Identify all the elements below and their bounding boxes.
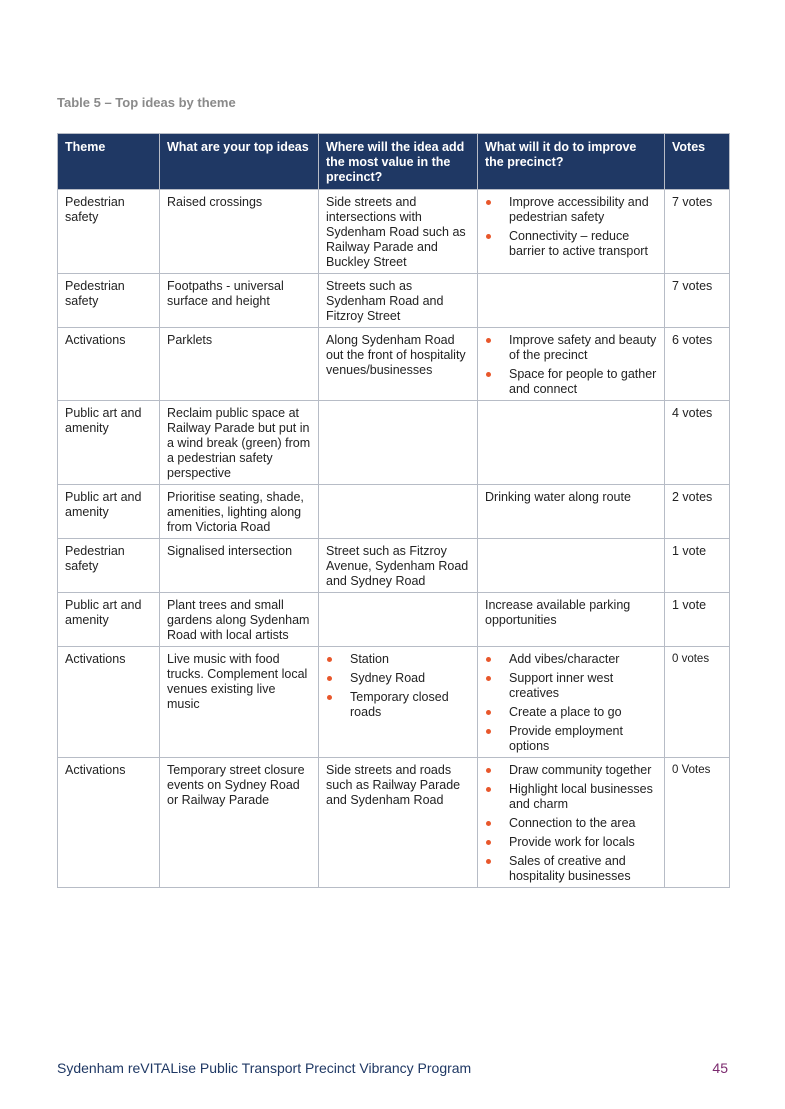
table-header-row [58, 134, 730, 190]
cell-votes: 0 votes [665, 647, 730, 758]
list-item: Highlight local businesses and charm [485, 782, 657, 812]
cell-idea: Parklets [160, 328, 319, 401]
cell-improve: Increase available parking opportunities [478, 593, 665, 647]
cell-theme: Public art and amenity [58, 593, 160, 647]
cell-improve [478, 274, 665, 328]
cell-where [319, 485, 478, 539]
table-row [58, 647, 730, 758]
list-item: Improve safety and beauty of the precinct [485, 333, 657, 363]
cell-improve [478, 647, 665, 758]
list-item: Provide employment options [485, 724, 657, 754]
footer-title: Sydenham reVITALise Public Transport Precinct Vibrancy Program [57, 1060, 472, 1076]
table-row [58, 401, 730, 485]
cell-where [319, 593, 478, 647]
list-item: Temporary closed roads [326, 690, 470, 720]
header-improve: What will it do to improve the precinct? [478, 134, 665, 190]
list-item: Support inner west creatives [485, 671, 657, 701]
cell-votes: 1 vote [665, 593, 730, 647]
bullet-list [326, 652, 470, 720]
cell-where: Side streets and roads such as Railway Parade and Sydenham Road [319, 758, 478, 888]
cell-improve [478, 401, 665, 485]
cell-idea: Plant trees and small gardens along Sydenham Road with local artists [160, 593, 319, 647]
list-item: Sales of creative and hospitality businesses [485, 854, 657, 884]
cell-votes: 7 votes [665, 274, 730, 328]
bullet-list [485, 652, 657, 754]
table-row [58, 539, 730, 593]
cell-votes: 2 votes [665, 485, 730, 539]
cell-theme: Public art and amenity [58, 485, 160, 539]
table-row [58, 274, 730, 328]
cell-votes: 7 votes [665, 190, 730, 274]
table-row [58, 190, 730, 274]
cell-where [319, 647, 478, 758]
list-item: Connectivity – reduce barrier to active transport [485, 229, 657, 259]
table-row [58, 328, 730, 401]
bullet-list [485, 763, 657, 884]
cell-improve [478, 328, 665, 401]
table-body [58, 190, 730, 888]
cell-votes: 1 vote [665, 539, 730, 593]
header-theme: Theme [58, 134, 160, 190]
cell-improve [478, 539, 665, 593]
list-item: Improve accessibility and pedestrian safety [485, 195, 657, 225]
table-caption: Table 5 – Top ideas by theme [57, 95, 236, 110]
bullet-list [485, 195, 657, 259]
cell-idea: Live music with food trucks. Complement local venues existing live music [160, 647, 319, 758]
list-item: Provide work for locals [485, 835, 657, 850]
cell-idea: Reclaim public space at Railway Parade but put in a wind break (green) from a pedestrian safety perspective [160, 401, 319, 485]
page-number: 45 [712, 1060, 728, 1076]
list-item: Create a place to go [485, 705, 657, 720]
cell-idea: Raised crossings [160, 190, 319, 274]
cell-theme: Activations [58, 647, 160, 758]
cell-theme: Activations [58, 758, 160, 888]
cell-theme: Public art and amenity [58, 401, 160, 485]
bullet-list [485, 333, 657, 397]
cell-improve [478, 758, 665, 888]
cell-idea: Prioritise seating, shade, amenities, lighting along from Victoria Road [160, 485, 319, 539]
list-item: Station [326, 652, 470, 667]
list-item: Draw community together [485, 763, 657, 778]
cell-theme: Pedestrian safety [58, 539, 160, 593]
cell-improve [478, 190, 665, 274]
list-item: Space for people to gather and connect [485, 367, 657, 397]
header-where: Where will the idea add the most value in the precinct? [319, 134, 478, 190]
cell-where [319, 401, 478, 485]
cell-theme: Pedestrian safety [58, 274, 160, 328]
cell-where: Along Sydenham Road out the front of hospitality venues/businesses [319, 328, 478, 401]
cell-idea: Footpaths - universal surface and height [160, 274, 319, 328]
cell-votes: 0 Votes [665, 758, 730, 888]
cell-theme: Pedestrian safety [58, 190, 160, 274]
table-row [58, 758, 730, 888]
cell-where: Side streets and intersections with Sydenham Road such as Railway Parade and Buckley Street [319, 190, 478, 274]
list-item: Connection to the area [485, 816, 657, 831]
cell-theme: Activations [58, 328, 160, 401]
list-item: Sydney Road [326, 671, 470, 686]
header-top-ideas: What are your top ideas [160, 134, 319, 190]
cell-votes: 4 votes [665, 401, 730, 485]
table-row [58, 593, 730, 647]
cell-where: Street such as Fitzroy Avenue, Sydenham Road and Sydney Road [319, 539, 478, 593]
table-row [58, 485, 730, 539]
header-votes: Votes [665, 134, 730, 190]
cell-idea: Temporary street closure events on Sydney Road or Railway Parade [160, 758, 319, 888]
cell-where: Streets such as Sydenham Road and Fitzroy Street [319, 274, 478, 328]
top-ideas-table [57, 133, 730, 888]
cell-idea: Signalised intersection [160, 539, 319, 593]
list-item: Add vibes/character [485, 652, 657, 667]
cell-votes: 6 votes [665, 328, 730, 401]
cell-improve: Drinking water along route [478, 485, 665, 539]
